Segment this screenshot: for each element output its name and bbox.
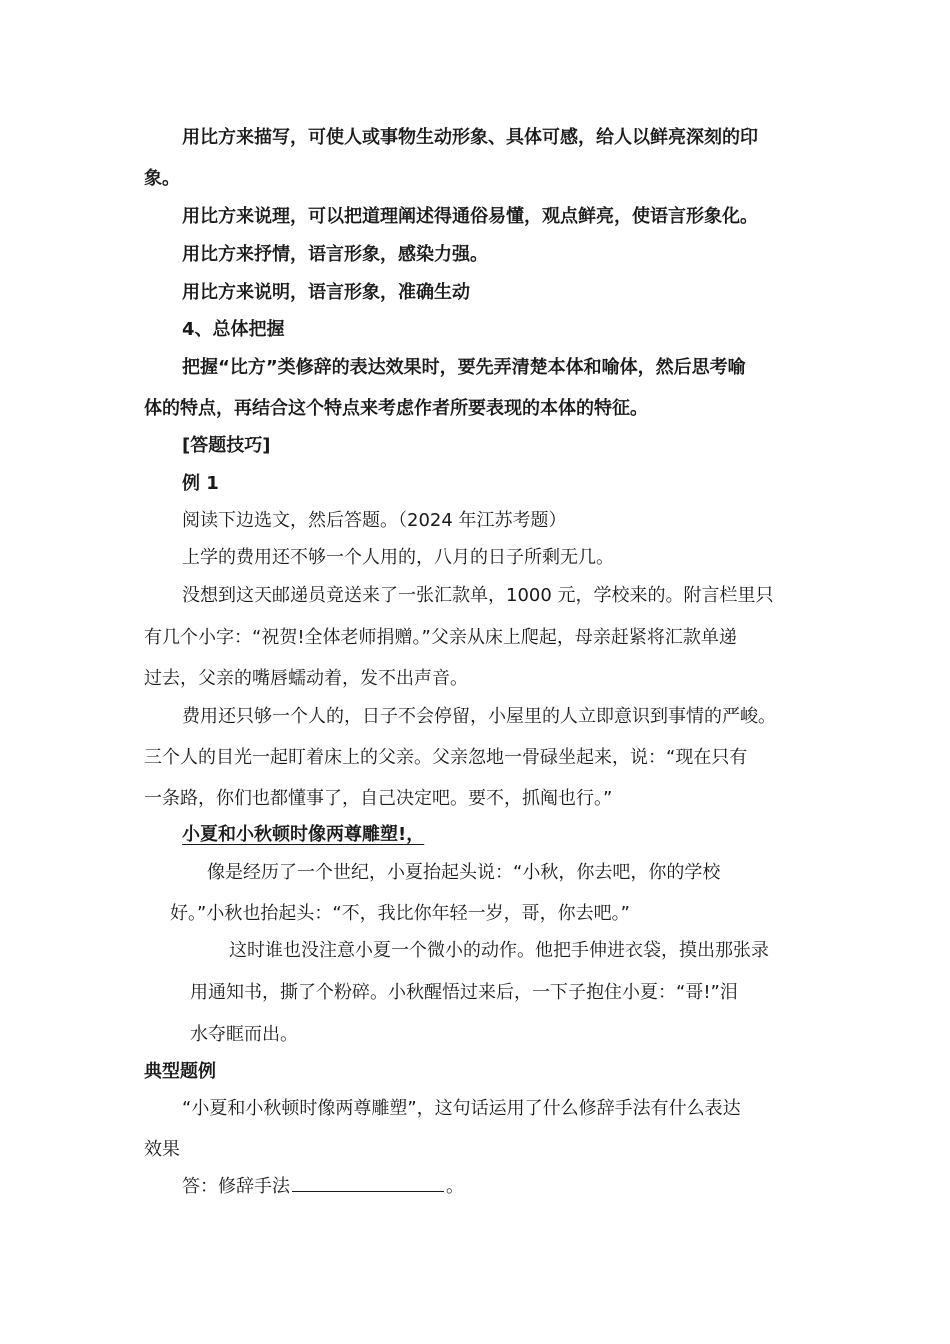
answer-prefix: 答：修辞手法 xyxy=(182,1176,290,1197)
passage-line-4: 过去，父亲的嘴唇蠕动着，发不出声音。 xyxy=(144,668,468,689)
paragraph-describe-line2: 象。 xyxy=(144,168,180,189)
paragraph-lyric: 用比方来抒情，语言形象，感染力强。 xyxy=(182,244,488,265)
example-label: 例 1 xyxy=(182,473,219,494)
paragraph-explain: 用比方来说明，语言形象，准确生动 xyxy=(182,282,470,303)
heading-answer-tips: [答题技巧] xyxy=(182,435,271,456)
passage-line-6: 三个人的目光一起盯着床上的父亲。父亲忽地一骨碌坐起来，说：“现在只有 xyxy=(144,747,748,768)
passage-line-7: 一条路，你们也都懂事了，自己决定吧。要不，抓阄也行。” xyxy=(144,788,613,809)
passage-line-9: 好。”小秋也抬起头：“不，我比你年轻一岁，哥，你去吧。” xyxy=(170,903,630,924)
passage-line-10: 这时谁也没注意小夏一个微小的动作。他把手伸进衣袋，摸出那张录 xyxy=(229,940,769,961)
passage-line-5: 费用还只够一个人的，日子不会停留，小屋里的人立即意识到事情的严峻。 xyxy=(182,706,776,727)
heading-typical-question: 典型题例 xyxy=(144,1061,216,1082)
underlined-sentence: 小夏和小秋顿时像两尊雕塑!， xyxy=(182,824,425,845)
reading-instruction: 阅读下边选文，然后答题。（2024 年江苏考题） xyxy=(182,510,567,531)
question-line-1: “小夏和小秋顿时像两尊雕塑”，这句话运用了什么修辞手法有什么表达 xyxy=(182,1098,741,1119)
answer-line xyxy=(182,1175,464,1199)
answer-suffix: 。 xyxy=(446,1176,464,1197)
paragraph-grasp-line1: 把握“比方”类修辞的表达效果时，要先弄清楚本体和喻体，然后思考喻 xyxy=(182,357,746,378)
paragraph-reasoning: 用比方来说理，可以把道理阐述得通俗易懂，观点鲜亮，使语言形象化。 xyxy=(182,206,758,227)
passage-line-3: 有几个小字：“祝贺!全体老师捐赠。”父亲从床上爬起，母亲赶紧将汇款单递 xyxy=(144,627,737,648)
passage-line-8: 像是经历了一个世纪，小夏抬起头说：“小秋，你去吧，你的学校 xyxy=(207,862,721,883)
passage-line-11: 用通知书，撕了个粉碎。小秋醒悟过来后，一下子抱住小夏：“哥!”泪 xyxy=(190,982,738,1003)
answer-blank[interactable] xyxy=(292,1175,444,1192)
section-heading-overall: 4、总体把握 xyxy=(182,319,285,340)
passage-line-12: 水夺眶而出。 xyxy=(190,1024,298,1045)
paragraph-grasp-line2: 体的特点，再结合这个特点来考虑作者所要表现的本体的特征。 xyxy=(144,398,648,419)
paragraph-describe-line1: 用比方来描写，可使人或事物生动形象、具体可感，给人以鲜亮深刻的印 xyxy=(182,127,758,148)
passage-line-1: 上学的费用还不够一个人用的，八月的日子所剩无几。 xyxy=(182,547,614,568)
passage-line-2: 没想到这天邮递员竟送来了一张汇款单，1000 元，学校来的。附言栏里只 xyxy=(182,585,774,606)
question-line-2: 效果 xyxy=(144,1139,180,1160)
